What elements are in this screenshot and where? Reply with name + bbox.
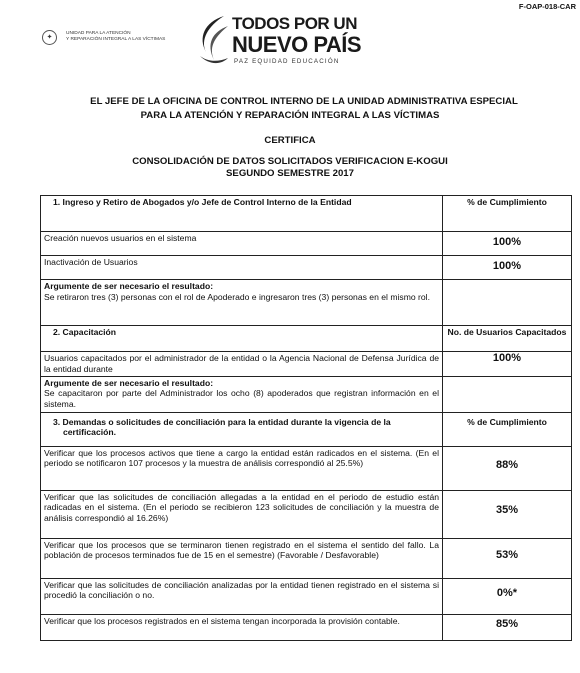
section-2-row-1-value: 100% — [443, 352, 572, 377]
document-code: F-OAP-018-CAR — [518, 2, 576, 11]
unidad-line-2: Y REPARACIÓN INTEGRAL A LAS VÍCTIMAS — [66, 37, 166, 42]
section-3-row-2-value: 35% — [443, 490, 572, 538]
section-1-row-2-value: 100% — [443, 256, 572, 280]
title-line-2: PARA LA ATENCIÓN Y REPARACIÓN INTEGRAL A LAS VÍCTIMAS — [140, 110, 440, 121]
section-3-row-2-text: Verificar que las solicitudes de conciliación allegadas a la entidad en el periodo de estudio están radicadas en el sistema. (En el periodo se recibieron 123 solicitudes de conciliación y la muestra de análisis correspondió al 16.26%) — [41, 490, 443, 538]
document-header — [28, 10, 468, 78]
table-row — [41, 326, 572, 352]
table-row — [41, 196, 572, 232]
section-3-row-4-text: Verificar que las solicitudes de conciliación analizadas por la entidad tienen registrado en el sistema si procedió la conciliación o no. — [41, 578, 443, 614]
certifica-heading: CERTIFICA — [264, 135, 316, 146]
section-3-row-4-value: 0%* — [443, 578, 572, 614]
document-title — [0, 95, 580, 123]
section-2-title: 2. Capacitación — [41, 326, 443, 352]
section-1-row-2-text: Inactivación de Usuarios — [41, 256, 443, 280]
coat-of-arms-icon: ✦ — [42, 30, 57, 45]
verification-table — [40, 195, 572, 641]
table-row — [41, 538, 572, 578]
section-3-row-1-text: Verificar que los procesos activos que tiene a cargo la entidad están radicados en el sistema. (En el periodo se notificaron 107 procesos y la muestra de análisis correspondió al 25.5%) — [41, 446, 443, 490]
section-3-row-3-text: Verificar que los procesos que se terminaron tienen registrado en el sistema el sentido del fallo. La población de procesos terminados fue de 15 en el semestre) (Favorable / Desfavorable) — [41, 538, 443, 578]
section-3-row-5-value: 85% — [443, 614, 572, 640]
section-1-argument — [41, 280, 443, 326]
unidad-name — [66, 31, 186, 43]
argument-text: Se capacitaron por parte del Administrador los ocho (8) apoderados que registran información en el sistema. — [44, 388, 439, 410]
logo-swoosh-icon — [194, 12, 230, 68]
table-row — [41, 578, 572, 614]
table-row — [41, 446, 572, 490]
table-row — [41, 490, 572, 538]
section-1-title: 1. Ingreso y Retiro de Abogados y/o Jefe de Control Interno de la Entidad — [41, 196, 443, 232]
empty-cell — [443, 280, 572, 326]
consolidacion-line-1: CONSOLIDACIÓN DE DATOS SOLICITADOS VERIFICACION E-KOGUI — [132, 156, 448, 167]
consolidacion-line-2: SEGUNDO SEMESTRE 2017 — [226, 168, 354, 179]
argument-text: Se retiraron tres (3) personas con el rol de Apoderado e ingresaron tres (3) personas en el mismo rol. — [44, 291, 430, 302]
section-2-row-1-text: Usuarios capacitados por el administrador de la entidad o la Agencia Nacional de Defensa Jurídica de la entidad durante — [41, 352, 443, 377]
section-2-column-header: No. de Usuarios Capacitados — [443, 326, 572, 352]
todos-por-un-nuevo-pais-logo — [194, 10, 394, 76]
table-row — [41, 280, 572, 326]
table-row — [41, 412, 572, 446]
section-1-column-header: % de Cumplimiento — [443, 196, 572, 232]
section-3-title: 3. Demandas o solicitudes de conciliación para la entidad durante la vigencia de la certificación. — [41, 412, 443, 446]
section-3-column-header: % de Cumplimiento — [443, 412, 572, 446]
table-row — [41, 232, 572, 256]
logo-text-line-1: TODOS POR UN — [232, 14, 357, 33]
table-row — [41, 376, 572, 412]
argument-label: Argumente de ser necesario el resultado: — [44, 377, 214, 388]
table-row — [41, 614, 572, 640]
section-1-row-1-value: 100% — [443, 232, 572, 256]
empty-cell — [443, 376, 572, 412]
table-row — [41, 256, 572, 280]
logo-tagline: PAZ EQUIDAD EDUCACIÓN — [234, 58, 340, 65]
logo-text-line-2: NUEVO PAÍS — [232, 32, 362, 57]
section-3-row-3-value: 53% — [443, 538, 572, 578]
title-line-1: EL JEFE DE LA OFICINA DE CONTROL INTERNO DE LA UNIDAD ADMINISTRATIVA ESPECIAL — [90, 96, 518, 107]
argument-label: Argumente de ser necesario el resultado: — [44, 281, 214, 291]
section-2-argument — [41, 376, 443, 412]
section-3-row-5-text: Verificar que los procesos registrados en el sistema tengan incorporada la provisión contable. — [41, 614, 443, 640]
section-3-row-1-value: 88% — [443, 446, 572, 490]
consolidacion-heading — [0, 156, 580, 180]
table-row — [41, 352, 572, 377]
unidad-line-1: UNIDAD PARA LA ATENCIÓN — [66, 31, 131, 36]
section-1-row-1-text: Creación nuevos usuarios en el sistema — [41, 232, 443, 256]
